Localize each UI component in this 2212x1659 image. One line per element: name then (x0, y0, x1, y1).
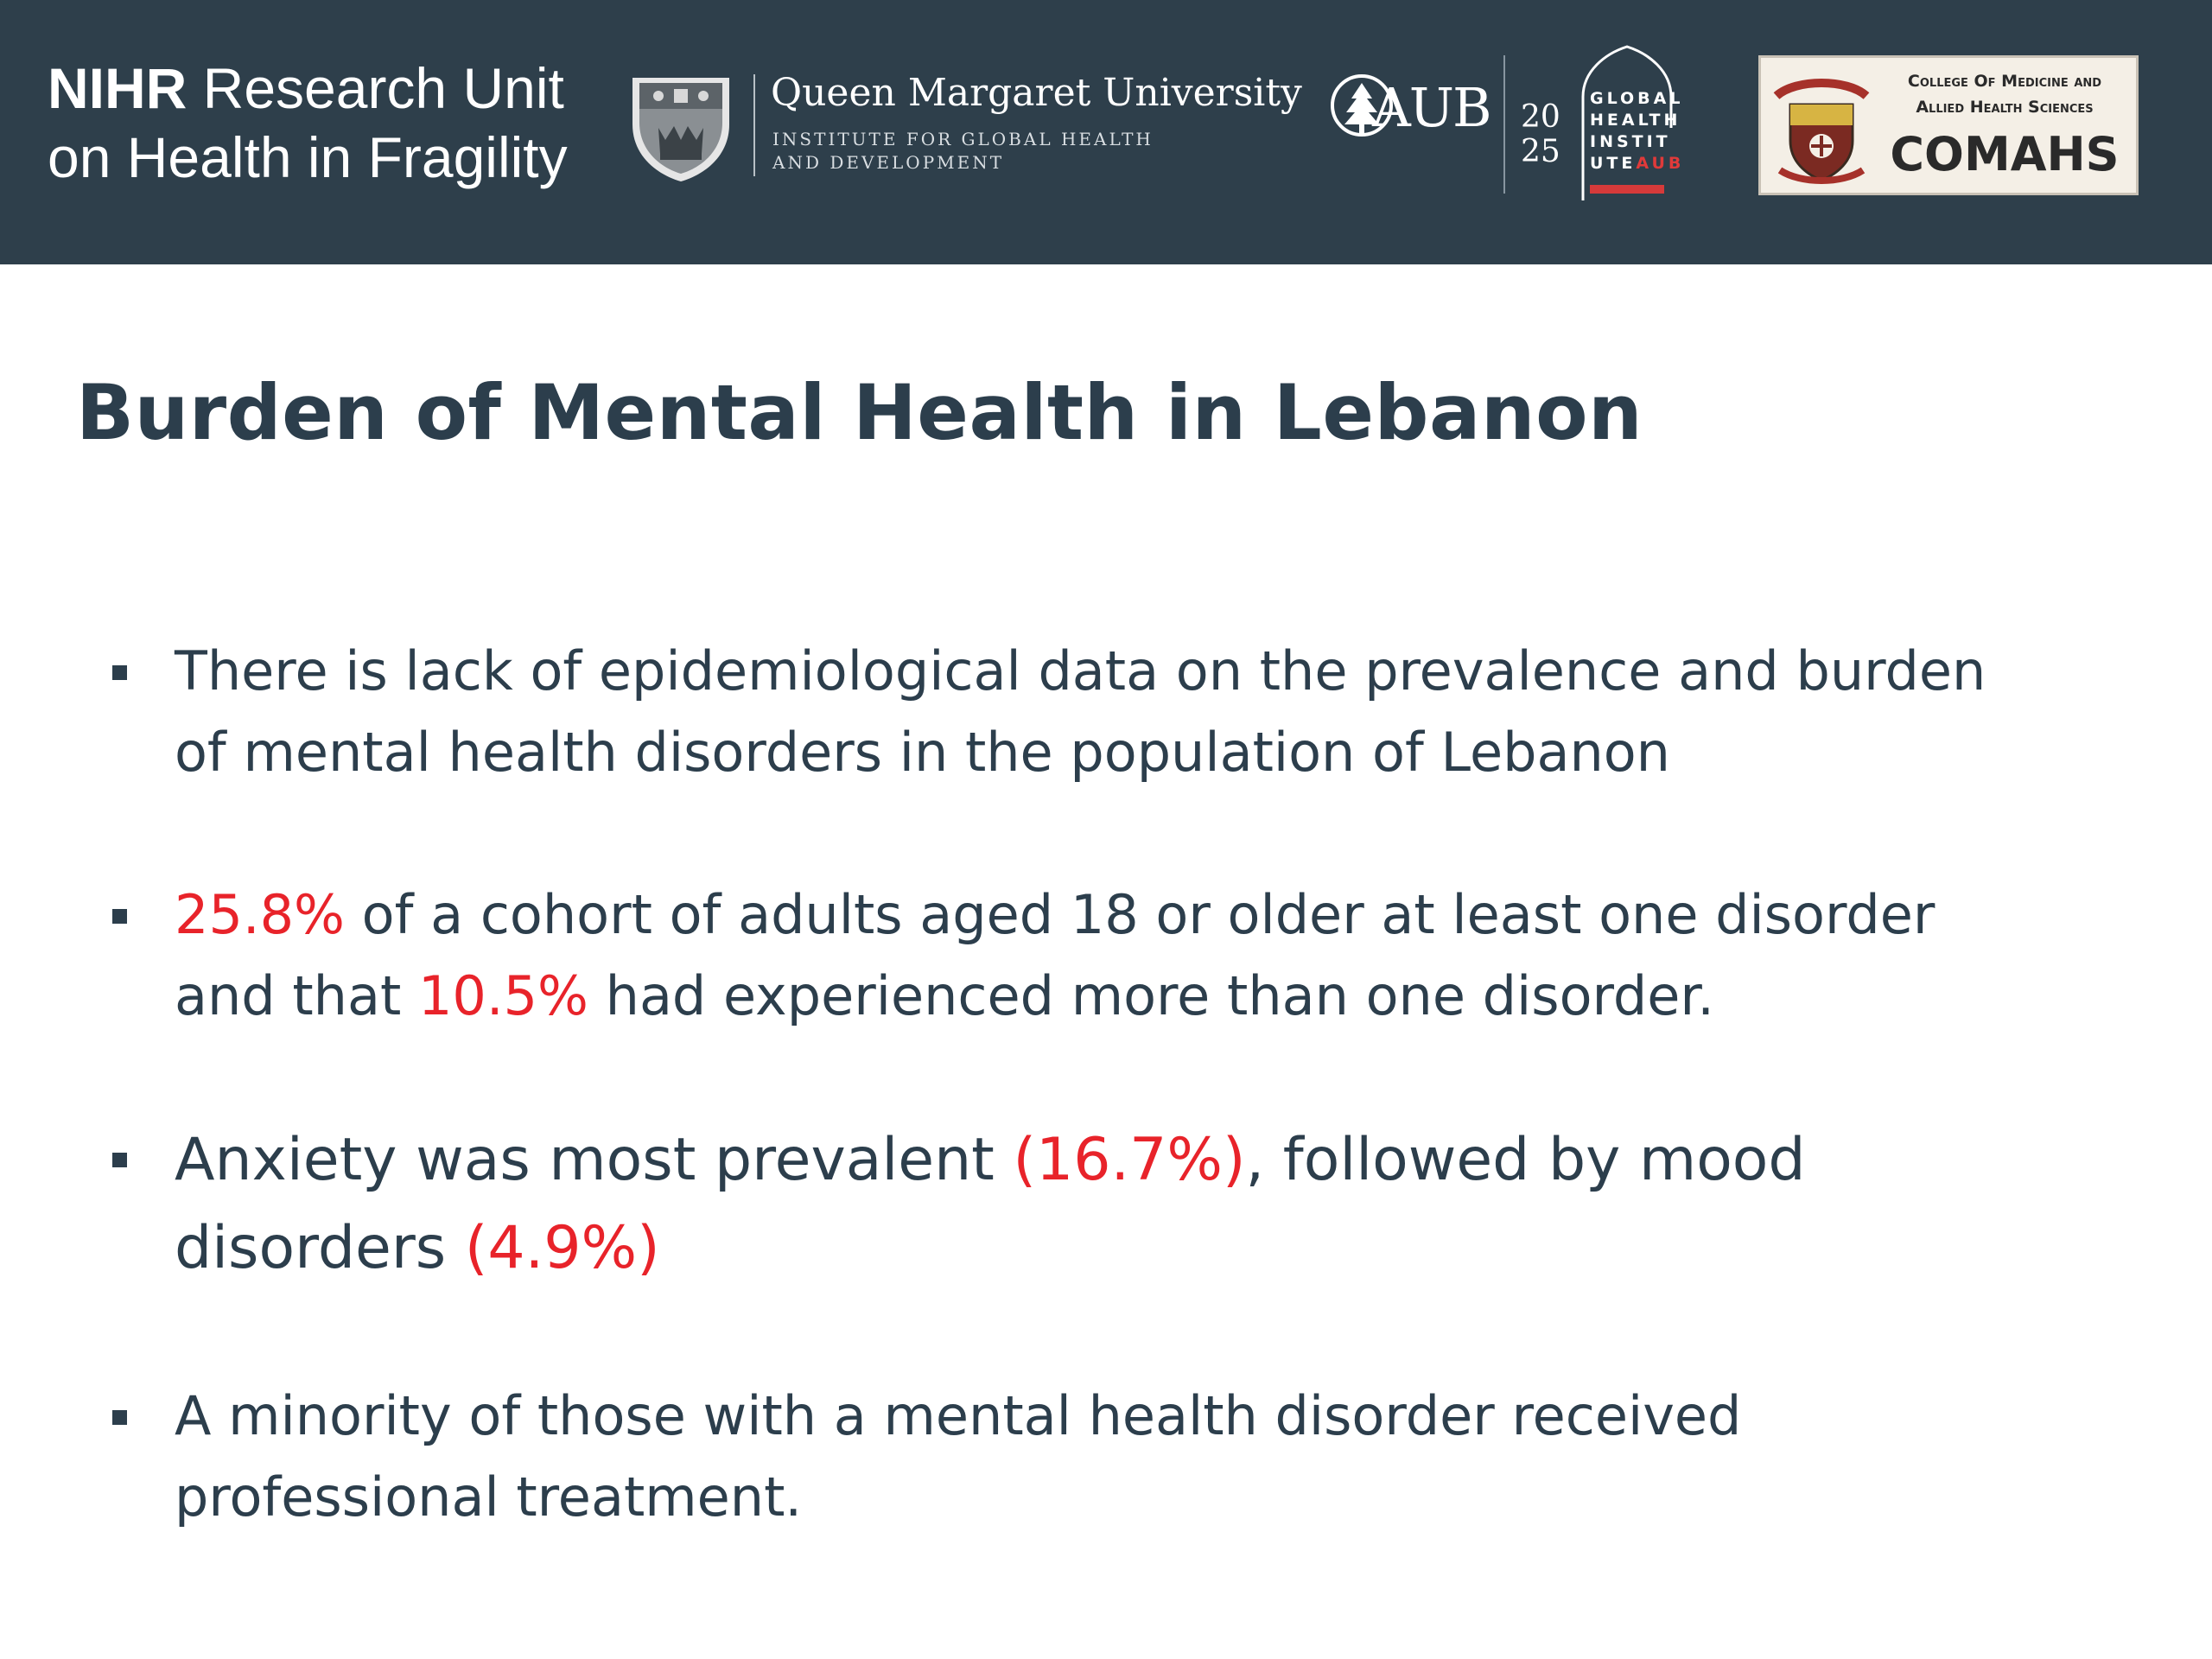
qmu-name: Queen Margaret University (771, 71, 1302, 115)
bullet-1-line2: of mental health disorders in the population of Lebanon (175, 721, 1670, 784)
nihr-line1: Research Unit (187, 56, 564, 120)
bullet-marker (112, 1153, 127, 1167)
bullet-marker (112, 665, 127, 680)
bullet-4-line2: professional treatment. (175, 1465, 803, 1529)
ghi-line-2: HEALTH (1590, 111, 1681, 130)
ghi-line-3: INSTIT (1590, 132, 1671, 151)
aub-year-top: 20 (1521, 99, 1560, 135)
stat-anxiety: (16.7%) (1013, 1126, 1246, 1194)
comahs-fullname-line1: College Of Medicine and (1907, 72, 2102, 91)
bullet-3-text2: , followed by mood (1245, 1126, 1806, 1194)
qmu-subtitle-line1: INSTITUTE FOR GLOBAL HEALTH (772, 129, 1154, 149)
bullet-3-text1: Anxiety was most prevalent (175, 1126, 1014, 1194)
ghi-line-4-suffix: AUB (1636, 154, 1685, 173)
bullet-text-1 (175, 631, 2162, 793)
stat-mood: (4.9%) (464, 1214, 660, 1282)
slide-title: Burden of Mental Health in Lebanon (76, 368, 1643, 457)
bullet-1-line1: There is lack of epidemiological data on the prevalence and burden (175, 639, 1986, 702)
bullet-2-text2a: and that (175, 964, 418, 1027)
aub-letters: AUB (1372, 76, 1491, 139)
bullet-text-4 (175, 1376, 2162, 1538)
nihr-acronym: NIHR (48, 56, 188, 120)
aub-year-bottom: 25 (1521, 134, 1560, 169)
bullet-text-2 (175, 874, 2162, 1037)
stat-any-disorder: 25.8% (175, 883, 345, 946)
bullet-2-text2b: had experienced more than one disorder. (588, 964, 1714, 1027)
comahs-acronym: COMAHS (1890, 127, 2120, 181)
bullet-text-3 (175, 1116, 2162, 1293)
ghi-line-4-prefix: UTE (1590, 154, 1637, 173)
bullet-marker (112, 909, 127, 924)
stat-multiple-disorders: 10.5% (417, 964, 588, 1027)
comahs-fullname-line2: Allied Health Sciences (1916, 98, 2094, 117)
qmu-subtitle-line2: AND DEVELOPMENT (772, 152, 1005, 173)
bullet-marker (112, 1410, 127, 1425)
bullet-4-line1: A minority of those with a mental health disorder received (175, 1384, 1742, 1447)
ghi-line-1: GLOBAL (1590, 89, 1684, 108)
bullet-2-text1: of a cohort of adults aged 18 or older at least one disorder (344, 883, 1936, 946)
bullet-3-text3: disorders (175, 1214, 465, 1282)
nihr-line2: on Health in Fragility (48, 125, 568, 189)
